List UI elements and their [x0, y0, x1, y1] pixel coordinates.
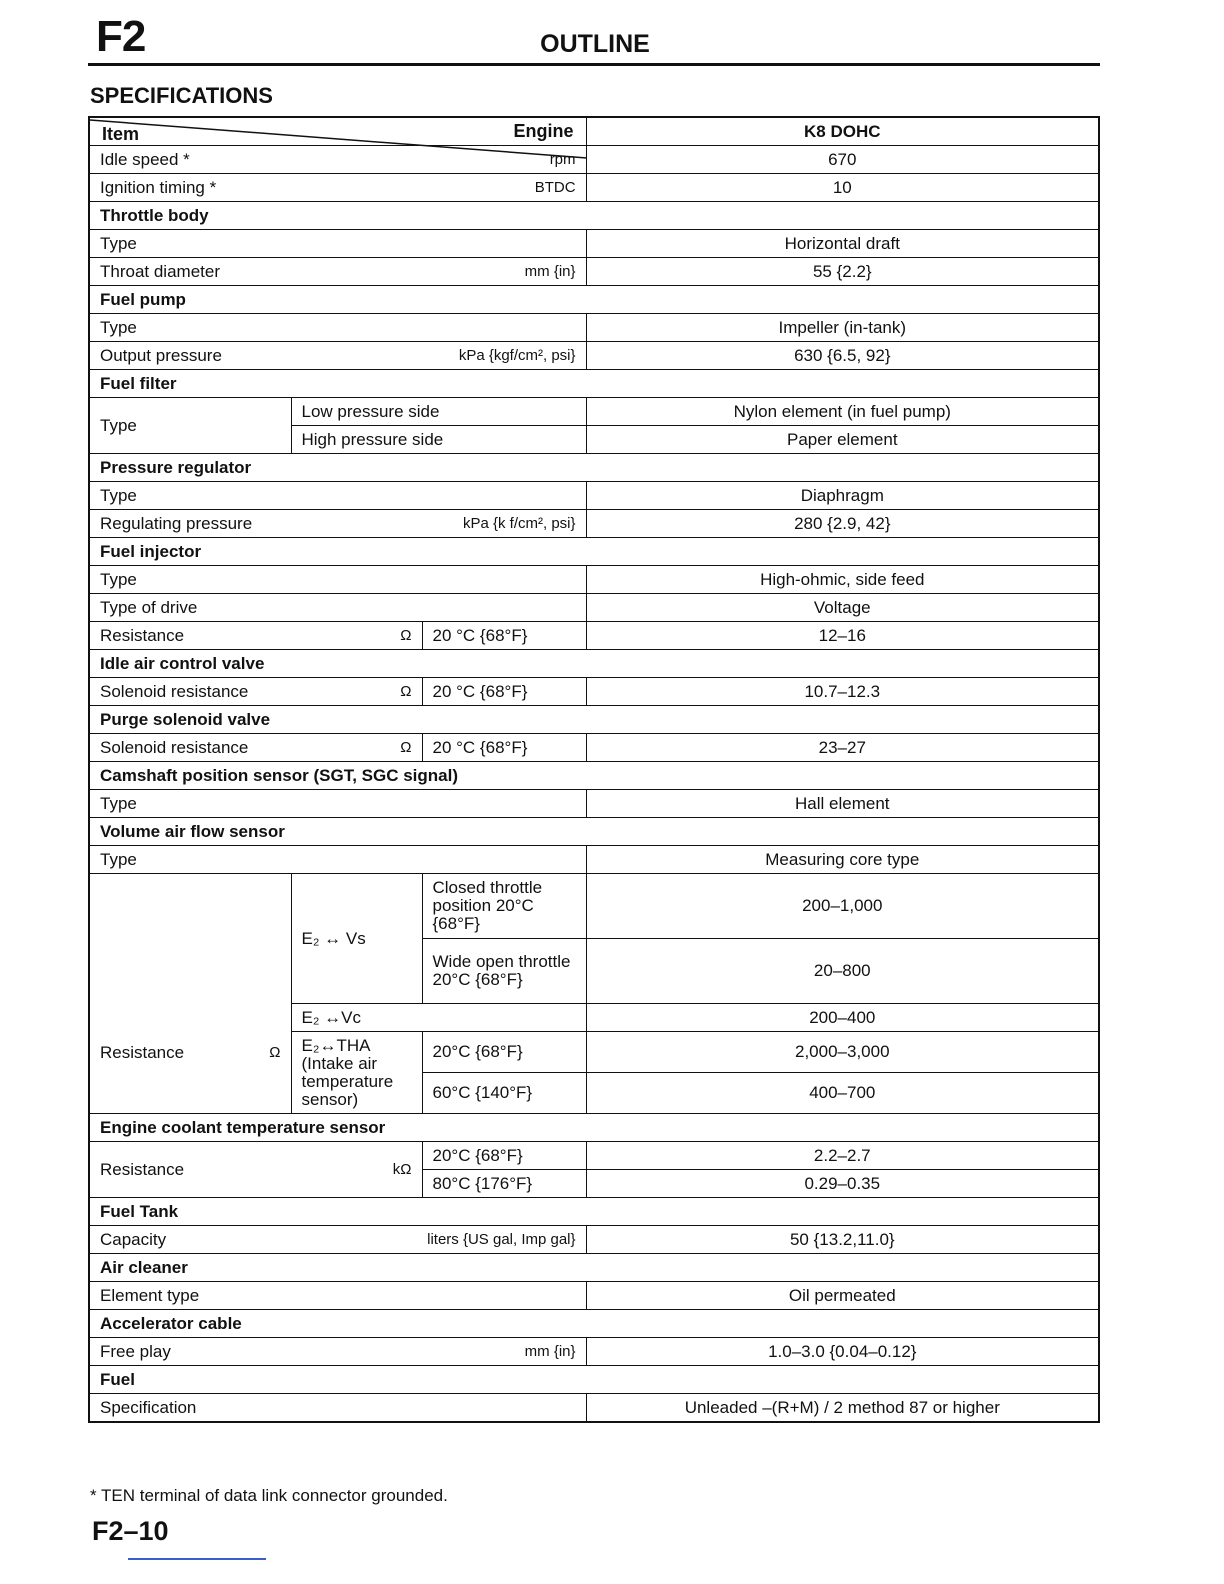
injector-resistance-label: Resistance	[100, 625, 185, 645]
section-heading-row	[89, 370, 1099, 398]
fuel-pump-type-label: Type	[89, 314, 586, 342]
vaf-sensor-heading: Volume air flow sensor	[89, 818, 1099, 846]
high-pressure-label: High pressure side	[291, 426, 586, 454]
section-heading-row	[89, 538, 1099, 566]
injector-resistance-unit: Ω	[400, 626, 412, 644]
tha-20-condition: 20°C {68°F}	[422, 1032, 586, 1073]
section-heading-row	[89, 762, 1099, 790]
table-row	[89, 678, 1099, 706]
section-heading-row	[89, 1198, 1099, 1226]
fuel-pump-type-value: Impeller (in-tank)	[586, 314, 1099, 342]
corner-header-cell	[89, 117, 586, 146]
corner-diagonal-line	[90, 118, 587, 162]
fuel-injector-heading: Fuel injector	[89, 538, 1099, 566]
section-heading-row	[89, 706, 1099, 734]
throat-diameter-value: 55 {2.2}	[586, 258, 1099, 286]
regulator-type-label: Type	[89, 482, 586, 510]
vaf-resistance-cell	[89, 874, 291, 1114]
purge-resistance-cell	[89, 734, 422, 762]
ignition-timing-value: 10	[586, 174, 1099, 202]
fuel-heading: Fuel	[89, 1366, 1099, 1394]
header-rule	[88, 63, 1100, 66]
output-pressure-unit: kPa {kgf/cm², psi}	[458, 346, 576, 364]
output-pressure-value: 630 {6.5, 92}	[586, 342, 1099, 370]
table-row	[89, 174, 1099, 202]
element-type-value: Oil permeated	[586, 1282, 1099, 1310]
free-play-cell	[89, 1338, 586, 1366]
iac-resistance-cell	[89, 678, 422, 706]
section-heading-row	[89, 818, 1099, 846]
ect-20-value: 2.2–2.7	[586, 1142, 1099, 1170]
vaf-type-value: Measuring core type	[586, 846, 1099, 874]
ect-80-value: 0.29–0.35	[586, 1170, 1099, 1198]
section-heading-row	[89, 286, 1099, 314]
section-heading-row	[89, 650, 1099, 678]
capacity-label: Capacity	[100, 1229, 167, 1249]
fuel-spec-value: Unleaded –(R+M) / 2 method 87 or higher	[586, 1394, 1099, 1423]
section-heading-row	[89, 202, 1099, 230]
table-row	[89, 1282, 1099, 1310]
pressure-regulator-heading: Pressure regulator	[89, 454, 1099, 482]
tha-60-condition: 60°C {140°F}	[422, 1073, 586, 1114]
throttle-type-label: Type	[89, 230, 586, 258]
ect-resistance-label: Resistance	[100, 1159, 185, 1179]
table-row	[89, 622, 1099, 650]
element-type-label: Element type	[89, 1282, 586, 1310]
ignition-timing-label: Ignition timing *	[100, 177, 217, 197]
low-pressure-value: Nylon element (in fuel pump)	[586, 398, 1099, 426]
purge-resistance-label: Solenoid resistance	[100, 737, 249, 757]
iac-resistance-label: Solenoid resistance	[100, 681, 249, 701]
fuel-filter-type-label: Type	[89, 398, 291, 454]
ect-resistance-cell	[89, 1142, 422, 1198]
camshaft-type-value: Hall element	[586, 790, 1099, 818]
vaf-resistance-label: Resistance	[100, 1042, 185, 1062]
vaf-type-label: Type	[89, 846, 586, 874]
tha-20-value: 2,000–3,000	[586, 1032, 1099, 1073]
injector-resistance-condition: 20 °C {68°F}	[422, 622, 586, 650]
ect-20-condition: 20°C {68°F}	[422, 1142, 586, 1170]
table-header-row	[89, 117, 1099, 146]
purge-resistance-condition: 20 °C {68°F}	[422, 734, 586, 762]
item-label: Item	[102, 124, 140, 144]
ect-resistance-unit: kΩ	[392, 1160, 412, 1178]
specifications-heading: SPECIFICATIONS	[90, 83, 273, 108]
section-heading-row	[89, 1310, 1099, 1338]
table-row	[89, 566, 1099, 594]
regulator-type-value: Diaphragm	[586, 482, 1099, 510]
purge-resistance-value: 23–27	[586, 734, 1099, 762]
output-pressure-cell	[89, 342, 586, 370]
output-pressure-label: Output pressure	[100, 345, 222, 365]
capacity-unit: liters {US gal, Imp gal}	[427, 1230, 576, 1248]
section-code: F2	[96, 12, 146, 61]
table-row	[89, 342, 1099, 370]
ect-sensor-heading: Engine coolant temperature sensor	[89, 1114, 1099, 1142]
regulating-pressure-label: Regulating pressure	[100, 513, 253, 533]
table-row	[89, 734, 1099, 762]
ignition-timing-unit: BTDC	[534, 178, 576, 196]
tha-60-value: 400–700	[586, 1073, 1099, 1114]
camshaft-type-label: Type	[89, 790, 586, 818]
idle-speed-value: 670	[586, 146, 1099, 174]
section-heading-row	[89, 1254, 1099, 1282]
drive-type-value: Voltage	[586, 594, 1099, 622]
section-heading-row	[89, 1366, 1099, 1394]
idle-air-control-heading: Idle air control valve	[89, 650, 1099, 678]
idle-speed-label: Idle speed *	[100, 149, 190, 169]
e2-vs-label: E₂ ↔ Vs	[291, 874, 422, 1004]
ignition-timing-cell	[89, 174, 586, 202]
purge-solenoid-heading: Purge solenoid valve	[89, 706, 1099, 734]
free-play-unit: mm {in}	[524, 1342, 576, 1360]
low-pressure-label: Low pressure side	[291, 398, 586, 426]
table-row	[89, 258, 1099, 286]
capacity-value: 50 {13.2,11.0}	[586, 1226, 1099, 1254]
iac-resistance-unit: Ω	[400, 682, 412, 700]
section-heading-row	[89, 454, 1099, 482]
table-row	[89, 482, 1099, 510]
regulating-pressure-unit: kPa {k f/cm², psi}	[462, 514, 576, 532]
e2-vc-value: 200–400	[586, 1004, 1099, 1032]
table-row	[89, 230, 1099, 258]
ect-80-condition: 80°C {176°F}	[422, 1170, 586, 1198]
section-heading-row	[89, 1114, 1099, 1142]
table-row	[89, 314, 1099, 342]
throat-diameter-unit: mm {in}	[524, 262, 576, 280]
capacity-cell	[89, 1226, 586, 1254]
table-row	[89, 1338, 1099, 1366]
drive-type-label: Type of drive	[89, 594, 586, 622]
table-row	[89, 1142, 1099, 1170]
closed-throttle-value: 200–1,000	[586, 874, 1099, 939]
page-title: OUTLINE	[540, 30, 650, 58]
high-pressure-value: Paper element	[586, 426, 1099, 454]
table-row	[89, 874, 1099, 939]
iac-resistance-value: 10.7–12.3	[586, 678, 1099, 706]
fuel-pump-heading: Fuel pump	[89, 286, 1099, 314]
fuel-tank-heading: Fuel Tank	[89, 1198, 1099, 1226]
iac-resistance-condition: 20 °C {68°F}	[422, 678, 586, 706]
throttle-body-heading: Throttle body	[89, 202, 1099, 230]
table-row	[89, 790, 1099, 818]
injector-resistance-cell	[89, 622, 422, 650]
wide-open-condition: Wide open throttle 20°C {68°F}	[422, 939, 586, 1004]
table-row	[89, 594, 1099, 622]
fuel-spec-label: Specification	[89, 1394, 586, 1423]
e2-vc-label: E₂ ↔Vc	[291, 1004, 586, 1032]
footnote: * TEN terminal of data link connector grounded.	[90, 1486, 448, 1505]
engine-label: Engine	[513, 121, 574, 141]
specifications-table	[88, 116, 1100, 1423]
injector-resistance-value: 12–16	[586, 622, 1099, 650]
closed-throttle-condition: Closed throttle position 20°C {68°F}	[422, 874, 586, 939]
table-row	[89, 1394, 1099, 1423]
table-row	[89, 1226, 1099, 1254]
engine-model: K8 DOHC	[586, 117, 1099, 146]
e2-tha-label: E₂↔THA (Intake air temperature sensor)	[291, 1032, 422, 1114]
table-row	[89, 398, 1099, 426]
air-cleaner-heading: Air cleaner	[89, 1254, 1099, 1282]
regulating-pressure-value: 280 {2.9, 42}	[586, 510, 1099, 538]
throat-diameter-cell	[89, 258, 586, 286]
wide-open-value: 20–800	[586, 939, 1099, 1004]
throttle-type-value: Horizontal draft	[586, 230, 1099, 258]
accelerator-cable-heading: Accelerator cable	[89, 1310, 1099, 1338]
camshaft-sensor-heading: Camshaft position sensor (SGT, SGC signal)	[89, 762, 1099, 790]
throat-diameter-label: Throat diameter	[100, 261, 220, 281]
purge-resistance-unit: Ω	[400, 738, 412, 756]
fuel-filter-heading: Fuel filter	[89, 370, 1099, 398]
free-play-label: Free play	[100, 1341, 171, 1361]
page-number: F2–10	[92, 1516, 169, 1546]
bottom-rule	[128, 1558, 266, 1560]
injector-type-value: High-ohmic, side feed	[586, 566, 1099, 594]
regulating-pressure-cell	[89, 510, 586, 538]
idle-speed-unit: rpm	[549, 150, 576, 168]
injector-type-label: Type	[89, 566, 586, 594]
free-play-value: 1.0–3.0 {0.04–0.12}	[586, 1338, 1099, 1366]
table-row	[89, 510, 1099, 538]
vaf-resistance-unit: Ω	[269, 1043, 281, 1061]
table-row	[89, 846, 1099, 874]
